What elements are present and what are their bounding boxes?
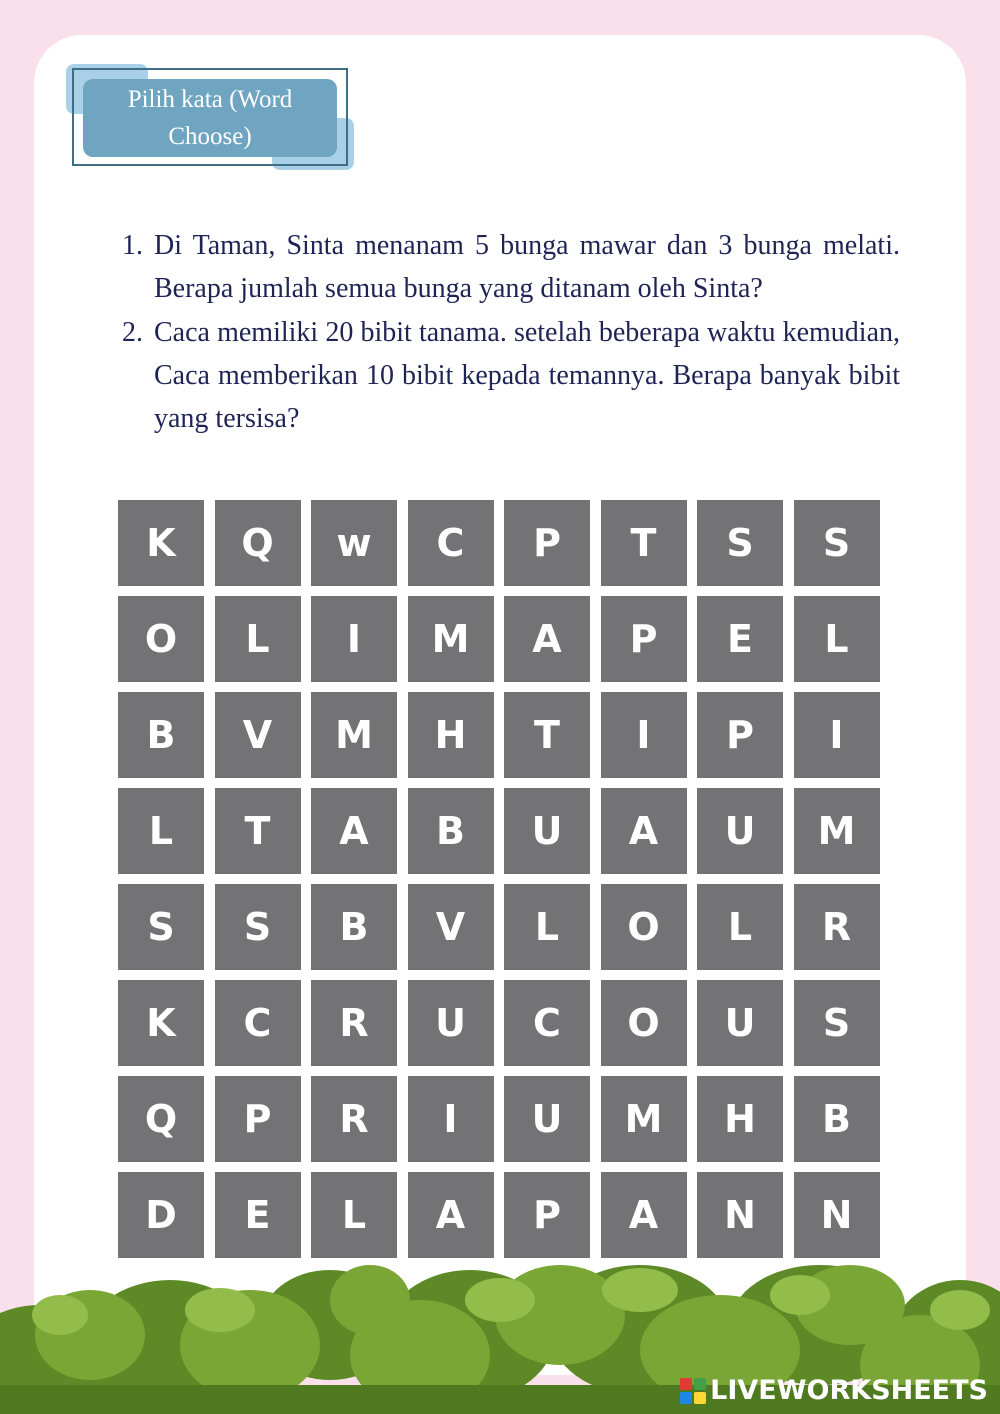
grid-cell[interactable]: C <box>408 500 494 586</box>
grid-cell[interactable]: R <box>311 980 397 1066</box>
grid-cell[interactable]: A <box>601 1172 687 1258</box>
word-search-grid <box>118 500 880 1258</box>
grid-cell[interactable]: Q <box>215 500 301 586</box>
grid-cell[interactable]: T <box>504 692 590 778</box>
grid-cell[interactable]: O <box>601 980 687 1066</box>
grid-cell[interactable]: A <box>408 1172 494 1258</box>
grid-cell[interactable]: L <box>697 884 783 970</box>
grid-cell[interactable]: E <box>215 1172 301 1258</box>
grid-cell[interactable]: S <box>794 980 880 1066</box>
question-item <box>120 224 900 310</box>
logo-square <box>680 1392 692 1404</box>
title-badge <box>66 64 356 174</box>
grid-cell[interactable]: R <box>794 884 880 970</box>
grid-cell[interactable]: L <box>118 788 204 874</box>
grid-cell[interactable]: I <box>311 596 397 682</box>
grid-cell[interactable]: M <box>311 692 397 778</box>
grid-cell[interactable]: S <box>794 500 880 586</box>
grid-cell[interactable]: N <box>794 1172 880 1258</box>
grid-cell[interactable]: P <box>504 500 590 586</box>
grid-cell[interactable]: P <box>697 692 783 778</box>
grid-cell[interactable]: T <box>215 788 301 874</box>
grid-cell[interactable]: P <box>601 596 687 682</box>
grid-cell[interactable]: P <box>504 1172 590 1258</box>
logo-square <box>694 1392 706 1404</box>
grid-cell[interactable]: C <box>215 980 301 1066</box>
grid-cell[interactable]: Q <box>118 1076 204 1162</box>
grid-cell[interactable]: A <box>311 788 397 874</box>
grid-cell[interactable]: U <box>504 788 590 874</box>
grid-cell[interactable]: A <box>601 788 687 874</box>
logo-square <box>694 1378 706 1390</box>
grid-cell[interactable]: M <box>408 596 494 682</box>
grid-cell[interactable]: L <box>215 596 301 682</box>
grid-cell[interactable]: L <box>311 1172 397 1258</box>
grid-cell[interactable]: I <box>408 1076 494 1162</box>
grid-cell[interactable]: N <box>697 1172 783 1258</box>
title-line-2: Choose) <box>168 123 252 150</box>
logo-square <box>680 1378 692 1390</box>
grid-cell[interactable]: O <box>601 884 687 970</box>
liveworksheets-logo-icon <box>680 1378 706 1404</box>
grid-cell[interactable]: I <box>601 692 687 778</box>
grid-cell[interactable]: B <box>311 884 397 970</box>
grid-cell[interactable]: D <box>118 1172 204 1258</box>
grid-cell[interactable]: S <box>697 500 783 586</box>
question-number: 1. <box>122 230 143 261</box>
grid-cell[interactable]: V <box>408 884 494 970</box>
question-list <box>120 224 900 441</box>
grid-cell[interactable]: U <box>504 1076 590 1162</box>
grid-cell[interactable]: B <box>794 1076 880 1162</box>
liveworksheets-watermark <box>680 1375 988 1406</box>
page-title <box>83 79 337 157</box>
grid-cell[interactable]: M <box>601 1076 687 1162</box>
grid-cell[interactable]: U <box>697 788 783 874</box>
grid-cell[interactable]: H <box>697 1076 783 1162</box>
grid-cell[interactable]: L <box>794 596 880 682</box>
question-text: Caca memiliki 20 bibit tanama. setelah beberapa waktu kemudian, Caca memberikan 10 bibit kepada temannya. Berapa banyak bibit yang tersisa? <box>154 317 900 434</box>
title-line-1: Pilih kata (Word <box>127 86 293 113</box>
question-number: 2. <box>122 317 143 348</box>
grid-cell[interactable]: B <box>118 692 204 778</box>
grid-cell[interactable]: B <box>408 788 494 874</box>
grid-cell[interactable]: A <box>504 596 590 682</box>
grid-cell[interactable]: I <box>794 692 880 778</box>
grid-cell[interactable]: M <box>794 788 880 874</box>
grid-cell[interactable]: K <box>118 500 204 586</box>
grid-cell[interactable]: E <box>697 596 783 682</box>
question-text: Di Taman, Sinta menanam 5 bunga mawar dan 3 bunga melati. Berapa jumlah semua bunga yang ditanam oleh Sinta? <box>154 230 900 304</box>
grid-cell[interactable]: U <box>697 980 783 1066</box>
grid-cell[interactable]: S <box>118 884 204 970</box>
grid-cell[interactable]: P <box>215 1076 301 1162</box>
grid-cell[interactable]: U <box>408 980 494 1066</box>
watermark-text: LIVEWORKSHEETS <box>710 1375 988 1406</box>
question-item <box>120 311 900 440</box>
grid-cell[interactable]: S <box>215 884 301 970</box>
grid-cell[interactable]: C <box>504 980 590 1066</box>
grid-cell[interactable]: O <box>118 596 204 682</box>
grid-cell[interactable]: w <box>311 500 397 586</box>
grid-cell[interactable]: H <box>408 692 494 778</box>
grid-cell[interactable]: R <box>311 1076 397 1162</box>
grid-cell[interactable]: K <box>118 980 204 1066</box>
grid-cell[interactable]: V <box>215 692 301 778</box>
grid-cell[interactable]: L <box>504 884 590 970</box>
grid-cell[interactable]: T <box>601 500 687 586</box>
